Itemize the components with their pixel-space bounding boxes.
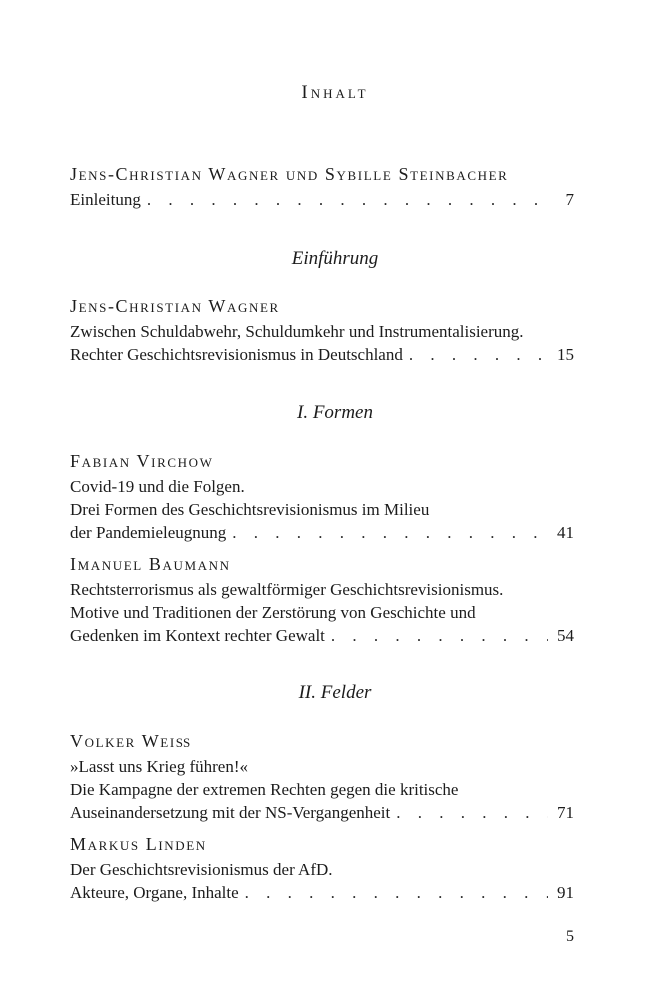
entry-title-line: der Pandemieleugnung (70, 523, 227, 542)
dot-leader (232, 521, 548, 544)
entry-author: Markus Linden (70, 834, 207, 854)
toc-entry-weiss[interactable] (70, 729, 574, 824)
page-number: 41 (557, 523, 574, 542)
entry-last-line (70, 521, 574, 544)
entry-title-line: Der Geschichtsrevisionismus der AfD. (70, 860, 333, 879)
section-heading-felder: II. Felder (298, 682, 372, 703)
entry-title-line: Rechter Geschichtsrevisionismus in Deutschland (70, 345, 403, 364)
entry-title-line: Motive und Traditionen der Zerstörung von Geschichte und (70, 603, 476, 622)
entry-title-line: »Lasst uns Krieg führen!« (70, 757, 248, 776)
entry-author: Imanuel Baumann (70, 554, 231, 574)
toc-entry-einleitung[interactable] (70, 162, 574, 211)
entry-title-line: Einleitung (70, 190, 141, 209)
page-folio: 5 (566, 928, 574, 945)
entry-title-line: Zwischen Schuldabwehr, Schuldumkehr und Instrumentalisierung. (70, 322, 524, 341)
entry-title-line: Covid-19 und die Folgen. (70, 477, 245, 496)
entry-last-line (70, 624, 574, 647)
page-number: 91 (557, 883, 574, 902)
entry-last-line (70, 881, 574, 904)
toc-entry-linden[interactable] (70, 832, 574, 904)
toc-entry-baumann[interactable] (70, 552, 574, 647)
page-number: 7 (565, 190, 574, 209)
entry-last-line (70, 801, 574, 824)
entry-title-line: Gedenken im Kontext rechter Gewalt (70, 626, 325, 645)
entry-title-line: Drei Formen des Geschichtsrevisionismus im Milieu (70, 500, 430, 519)
entry-title-line: Auseinandersetzung mit der NS-Vergangenheit (70, 803, 391, 822)
dot-leader (245, 881, 548, 904)
entry-author: Jens-Christian Wagner und Sybille Steinbacher (70, 164, 509, 184)
dot-leader (396, 801, 548, 824)
entry-last-line (70, 188, 574, 211)
section-heading-formen: I. Formen (297, 402, 373, 423)
entry-author: Jens-Christian Wagner (70, 296, 280, 316)
entry-title-line: Rechtsterrorismus als gewaltförmiger Geschichtsrevisionismus. (70, 580, 504, 599)
entry-last-line (70, 343, 574, 366)
dot-leader (147, 188, 548, 211)
page-number: 54 (557, 626, 574, 645)
entry-title-line: Die Kampagne der extremen Rechten gegen die kritische (70, 780, 459, 799)
dot-leader (409, 343, 548, 366)
toc-entry-wagner[interactable] (70, 294, 574, 366)
page-number: 15 (557, 345, 574, 364)
section-heading-einfuehrung: Einführung (291, 248, 379, 269)
entry-title-line: Akteure, Organe, Inhalte (70, 883, 239, 902)
page-title: Inhalt (301, 82, 369, 103)
entry-author: Fabian Virchow (70, 451, 214, 471)
page-number: 71 (557, 803, 574, 822)
entry-author: Volker Weiß (70, 731, 192, 751)
dot-leader (331, 624, 548, 647)
toc-entry-virchow[interactable] (70, 449, 574, 544)
